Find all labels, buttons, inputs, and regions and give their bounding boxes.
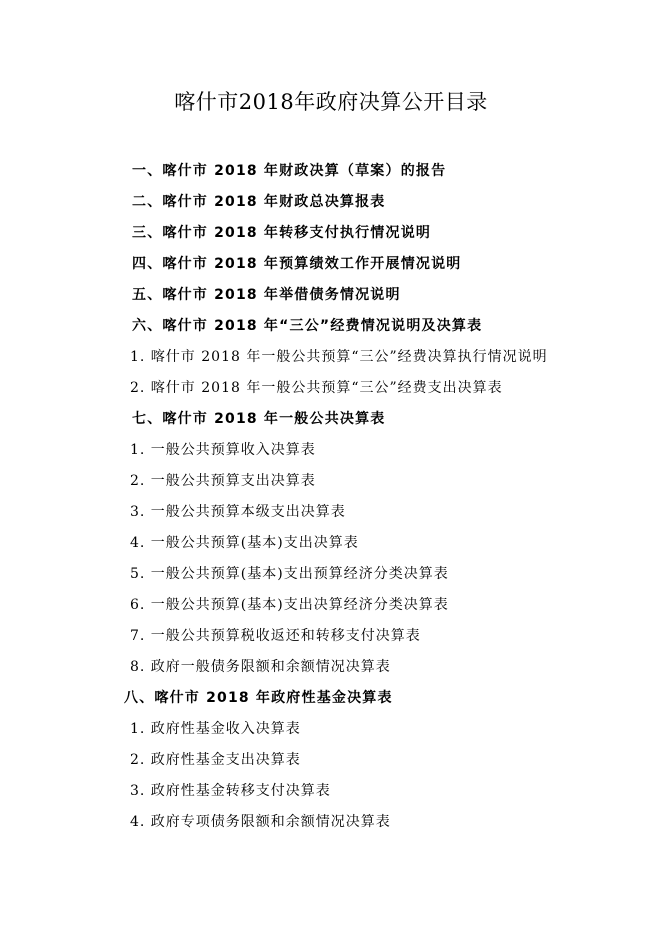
toc-subitem-8-4: 4. 政府专项债务限额和余额情况决算表 [130,814,391,830]
toc-item-2: 二、喀什市 2018 年财政总决算报表 [132,194,386,210]
toc-subitem-7-5: 5. 一般公共预算(基本)支出预算经济分类决算表 [130,566,449,582]
toc-item-8: 八、喀什市 2018 年政府性基金决算表 [124,690,393,706]
toc-subitem-7-4: 4. 一般公共预算(基本)支出决算表 [130,535,359,551]
toc-item-7: 七、喀什市 2018 年一般公共决算表 [132,411,386,427]
toc-item-1: 一、喀什市 2018 年财政决算（草案）的报告 [132,163,447,179]
toc-item-4: 四、喀什市 2018 年预算绩效工作开展情况说明 [132,256,462,272]
toc-subitem-7-2: 2. 一般公共预算支出决算表 [130,473,316,489]
toc-subitem-7-3: 3. 一般公共预算本级支出决算表 [130,504,346,520]
toc-subitem-8-2: 2. 政府性基金支出决算表 [130,752,301,768]
toc-subitem-6-1: 1. 喀什市 2018 年一般公共预算“三公”经费决算执行情况说明 [130,349,548,365]
toc-subitem-7-1: 1. 一般公共预算收入决算表 [130,442,316,458]
toc-subitem-6-2: 2. 喀什市 2018 年一般公共预算“三公”经费支出决算表 [130,380,503,396]
toc-subitem-8-3: 3. 政府性基金转移支付决算表 [130,783,331,799]
toc-subitem-7-7: 7. 一般公共预算税收返还和转移支付决算表 [130,628,421,644]
toc-item-3: 三、喀什市 2018 年转移支付执行情况说明 [132,225,432,241]
page-title: 喀什市2018年政府决算公开目录 [174,90,488,114]
toc-subitem-7-6: 6. 一般公共预算(基本)支出决算经济分类决算表 [130,597,449,613]
toc-item-5: 五、喀什市 2018 年举借债务情况说明 [132,287,401,303]
toc-subitem-8-1: 1. 政府性基金收入决算表 [130,721,301,737]
toc-item-6: 六、喀什市 2018 年“三公”经费情况说明及决算表 [132,318,483,334]
toc-subitem-7-8: 8. 政府一般债务限额和余额情况决算表 [130,659,391,675]
